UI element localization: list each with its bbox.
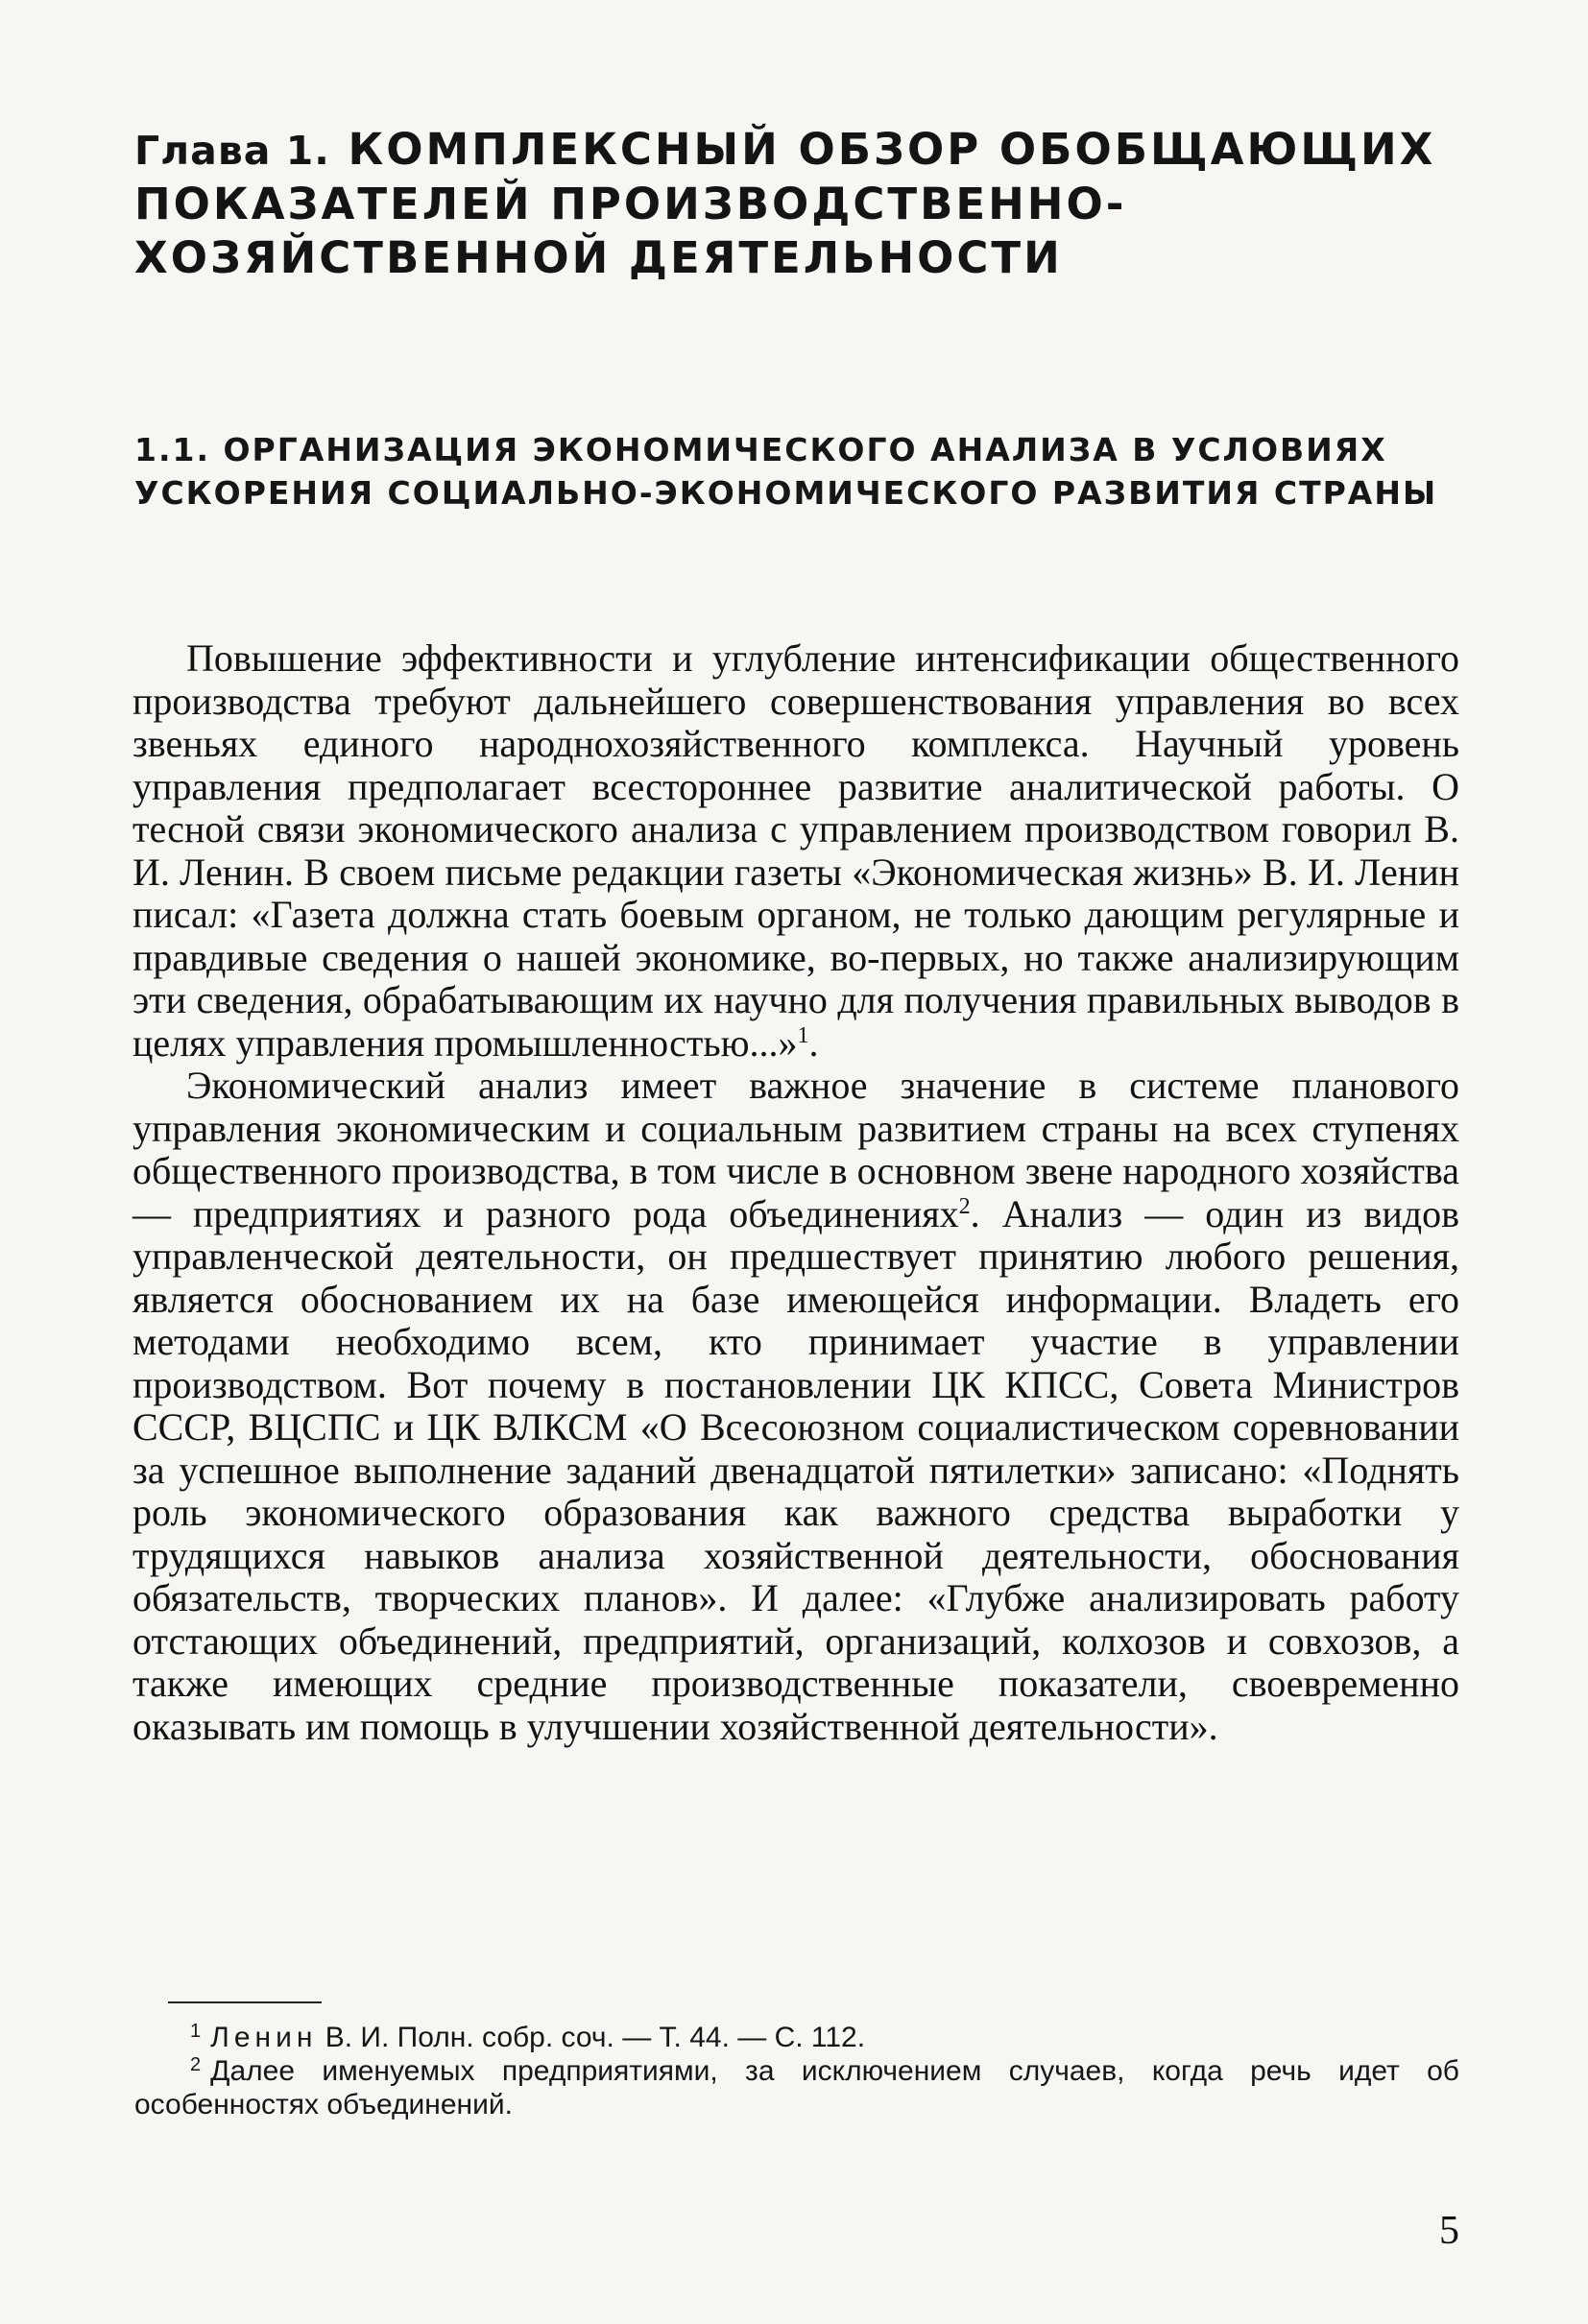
footnote-1-text: В. И. Полн. собр. соч. — Т. 44. — С. 112. [325, 2022, 866, 2053]
section-title [134, 428, 1459, 515]
footnote-1 [134, 2021, 1459, 2054]
chapter-title [134, 123, 1459, 285]
chapter-label: Глава 1. [134, 128, 330, 174]
paragraph-1-text: Повышение эффективности и углубление интенсификации общественного производства требуют дальнейшего совершенствования управления во всех звеньях единого народнохозяйственного комплекса. Научный уровень управления предполагает всестороннее развитие аналитической работы. О тесной связи экономического анализа с управлением производством говорил В. И. Ленин. В своем письме редакции газеты «Экономическая жизнь» В. И. Ленин писал: «Газета должна стать боевым органом, не только дающим регулярные и правдивые сведения о нашей экономике, во-первых, но также анализирующим эти сведения, обрабатывающим их научно для получения правильных выводов в целях управления промышленностью...» [132, 636, 1459, 1065]
paragraph-2-text-b: . Анализ — один из видов управленческой деятельности, он предшествует принятию любого решения, является обоснованием их на базе имеющейся информации. Владеть его методами необходимо всем, кто принимает участие в управлении производством. Вот почему в постановлении ЦК КПСС, Совета Министров СССР, ВЦСПС и ЦК ВЛКСМ «О Всесоюзном социалистическом соревновании за успешное выполнение заданий двенадцатой пятилетки» записано: «Поднять роль экономического образования как важного средства выработки у трудящихся навыков анализа хозяйственной деятельности, обоснования обязательств, творческих планов». И далее: «Глубже анализировать работу отстающих объединений, предприятий, организаций, колхозов и совхозов, а также имеющих средние производственные показатели, своевременно оказывать им помощь в улучшении хозяйственной деятельности». [132, 1191, 1459, 1748]
footnote-1-author: Ленин [210, 2022, 318, 2053]
section-title-text: ОРГАНИЗАЦИЯ ЭКОНОМИЧЕСКОГО АНАЛИЗА В УСЛОВИЯХ УСКОРЕНИЯ СОЦИАЛЬНО-ЭКОНОМИЧЕСКОГО РАЗВИТИЯ СТРАНЫ [134, 431, 1438, 512]
footnote-2-text: Далее именуемых предприятиями, за исключением случаев, когда речь идет об особенностях объединений. [134, 2055, 1459, 2120]
footnote-ref-1: 1 [797, 1022, 809, 1048]
chapter-title-text: КОМПЛЕКСНЫЙ ОБЗОР ОБОБЩАЮЩИХ ПОКАЗАТЕЛЕЙ ПРОИЗВОДСТВЕННО-ХОЗЯЙСТВЕННОЙ ДЕЯТЕЛЬНОСТИ [134, 124, 1436, 283]
section-number: 1.1. [134, 431, 210, 468]
footnote-ref-2: 2 [958, 1193, 971, 1219]
body-text [132, 637, 1459, 1748]
paragraph-1-tail: . [808, 1020, 819, 1065]
footnote-1-number: 1 [190, 2021, 202, 2042]
footnote-divider [168, 2001, 322, 2003]
footnote-2 [134, 2054, 1459, 2121]
paragraph-2-text-a: Экономический анализ имеет важное значение в системе планового управления экономическим и социальным развитием страны на всех ступенях общественного производства, в том числе в основном звене народного хозяйства — предприятиях и разного рода объединениях [132, 1064, 1459, 1235]
paragraph-2 [132, 1065, 1459, 1748]
footnote-2-number: 2 [190, 2054, 202, 2075]
page-number: 5 [1439, 2209, 1459, 2253]
footnotes [134, 2021, 1459, 2121]
paragraph-1 [132, 637, 1459, 1065]
